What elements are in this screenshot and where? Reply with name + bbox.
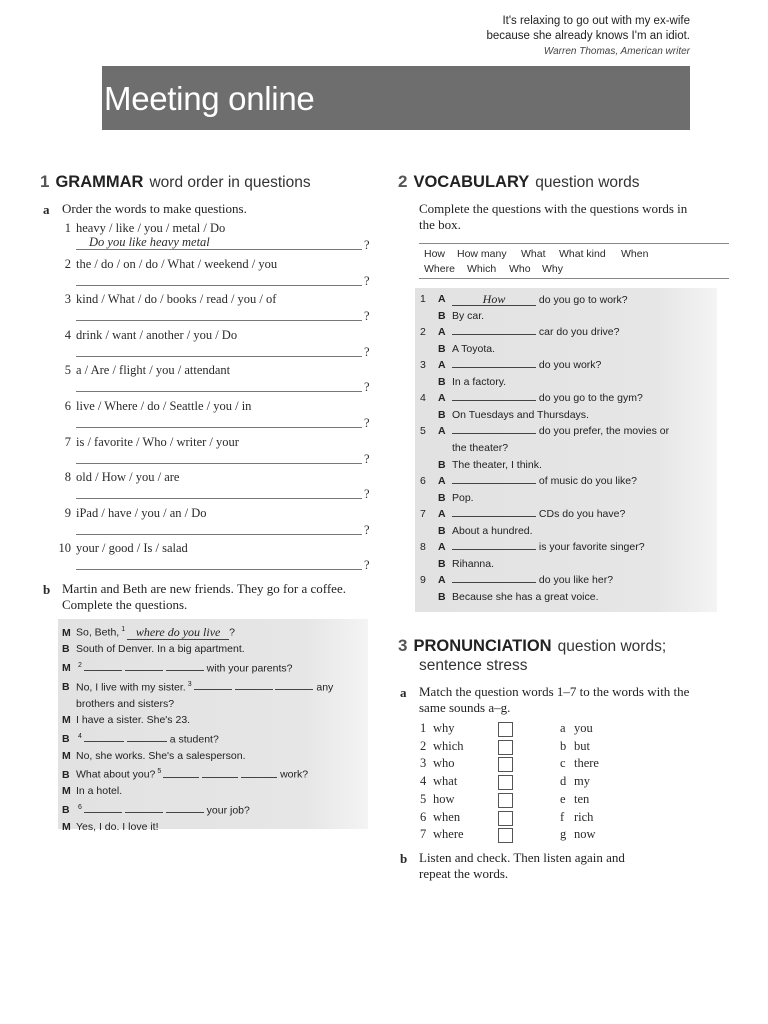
match-word: but: [574, 738, 590, 753]
item-number: 6: [420, 809, 427, 824]
section-subtitle: question words;: [557, 638, 667, 655]
match-row: [420, 792, 620, 809]
box-word: What kind: [559, 248, 606, 260]
vocab-line: [420, 326, 710, 340]
title-banner: [102, 66, 690, 130]
question-text: do you go to work?: [538, 294, 628, 306]
speaker: M: [62, 749, 71, 762]
exercise-1a-instruction: Order the words to make questions.: [62, 201, 247, 216]
answer-checkbox[interactable]: [498, 811, 513, 826]
question-word: where: [433, 827, 464, 842]
answer-blank[interactable]: [452, 367, 536, 368]
answer-checkbox[interactable]: [498, 722, 513, 737]
answer-line[interactable]: [76, 427, 362, 428]
section-title: VOCABULARY: [413, 173, 530, 191]
vocab-line: [420, 525, 710, 539]
exercise-2-instruction: [419, 201, 687, 233]
item-number: 3: [420, 756, 427, 771]
response-text: The theater, I think.: [452, 458, 542, 471]
section-3-subtitle-line-2: sentence stress: [419, 657, 528, 674]
answer-checkbox[interactable]: [498, 775, 513, 790]
box-word: Which: [467, 263, 497, 275]
response-text: By car.: [452, 309, 485, 322]
instruction-line-1: Martin and Beth are new friends. They go for a coffee.: [62, 581, 346, 596]
gap-number: 5: [157, 768, 162, 775]
item-number: 4: [64, 327, 71, 342]
box-word: How many: [457, 248, 507, 260]
section-subtitle: question words: [535, 174, 640, 191]
match-word: my: [574, 774, 590, 789]
answer-line[interactable]: [76, 463, 362, 464]
answer-blank[interactable]: [202, 767, 238, 778]
instruction-line-2: the box.: [419, 217, 461, 232]
speaker: A: [438, 425, 446, 438]
item-number: 5: [64, 363, 71, 378]
answer-checkbox[interactable]: [498, 757, 513, 772]
box-word: Where: [424, 263, 455, 275]
question-text: do you like her?: [538, 574, 614, 587]
speaker: B: [438, 408, 446, 421]
item-number: 3: [64, 292, 71, 307]
box-word: When: [621, 248, 649, 260]
vocab-line: [420, 459, 710, 473]
speaker: B: [438, 458, 446, 471]
section-number: 2: [398, 172, 408, 191]
question-item: [56, 257, 376, 293]
speaker: B: [438, 342, 446, 355]
question-item: [56, 363, 376, 399]
match-row: [420, 774, 620, 791]
vocab-line: [420, 392, 710, 406]
question-text: car do you drive?: [538, 326, 620, 339]
section-number: 3: [398, 636, 408, 655]
question-word: when: [433, 809, 461, 824]
item-number: 2: [420, 738, 427, 753]
answer-line[interactable]: [76, 498, 362, 499]
section-3-heading: [398, 636, 666, 656]
match-row: [420, 739, 620, 756]
epigraph-quote: [486, 14, 690, 57]
page-title: Meeting online: [104, 80, 315, 117]
dialogue-text: any: [316, 681, 334, 693]
box-word: Who: [509, 263, 531, 275]
section-title: GRAMMAR: [55, 173, 144, 191]
vocab-line: [420, 409, 710, 423]
speaker: B: [62, 643, 70, 655]
question-item: [56, 292, 376, 328]
section-1-heading: [40, 172, 311, 192]
dialogue-text: brothers and sisters?: [76, 697, 175, 710]
section-subtitle: word order in questions: [149, 174, 311, 191]
speaker: A: [438, 508, 446, 521]
question-mark: ?: [364, 522, 370, 537]
question-item: [56, 470, 376, 506]
jumbled-words: old / How / you / are: [76, 470, 180, 485]
answer-checkbox[interactable]: [498, 828, 513, 843]
answer-line[interactable]: [76, 391, 362, 392]
answer-checkbox[interactable]: [498, 740, 513, 755]
match-row: [420, 810, 620, 827]
speaker: A: [438, 326, 446, 339]
dialogue-text: your job?: [206, 804, 250, 816]
option-letter: a: [560, 721, 566, 735]
answer-blank[interactable]: [194, 679, 232, 690]
question-item: [56, 328, 376, 364]
question-mark: ?: [364, 487, 370, 502]
exercise-letter-3b: b: [400, 851, 408, 866]
exercise-letter-1a: a: [43, 202, 50, 217]
answer-blank[interactable]: [452, 293, 536, 306]
item-number: 9: [64, 505, 71, 520]
speaker: B: [62, 804, 70, 816]
question-mark: ?: [364, 380, 370, 395]
box-word: What: [521, 248, 546, 260]
item-number: 2: [64, 256, 71, 271]
response-text: the theater?: [452, 441, 509, 454]
vocab-line: [420, 293, 710, 307]
exercise-1b-instruction: [62, 581, 346, 613]
response-text: About a hundred.: [452, 524, 533, 537]
dialogue-text: I have a sister. She's 23.: [76, 714, 191, 726]
answer-blank[interactable]: [275, 679, 313, 690]
response-text: On Tuesdays and Thursdays.: [452, 408, 589, 421]
speaker: M: [62, 820, 71, 833]
question-mark: ?: [364, 273, 370, 288]
item-number: 7: [64, 434, 71, 449]
match-row: [420, 756, 620, 773]
question-item: [56, 221, 376, 257]
speaker: B: [438, 375, 446, 388]
vocab-line: [420, 359, 710, 373]
vocab-line: [420, 425, 710, 439]
question-text: of music do you like?: [538, 475, 637, 488]
item-number: 4: [420, 392, 426, 405]
answer-blank[interactable]: [84, 660, 122, 671]
answer-checkbox[interactable]: [498, 793, 513, 808]
question-mark: ?: [364, 344, 370, 359]
answer-blank[interactable]: [127, 731, 167, 742]
option-letter: d: [560, 774, 567, 789]
item-number: 8: [420, 541, 426, 554]
match-word: rich: [574, 809, 594, 824]
exercise-letter-1b: b: [43, 582, 51, 597]
section-title: PRONUNCIATION: [413, 637, 552, 655]
item-number: 9: [420, 574, 426, 587]
instruction-line-1: Match the question words 1–7 to the words with the: [419, 684, 690, 699]
dialogue-text: South of Denver. In a big apartment.: [76, 643, 245, 655]
speaker: B: [62, 733, 70, 745]
option-letter: g: [560, 827, 567, 842]
answer-line[interactable]: [76, 534, 362, 535]
speaker: B: [438, 309, 446, 322]
answer-blank[interactable]: [235, 679, 273, 690]
item-number: 4: [420, 774, 427, 789]
gap-number: 3: [187, 680, 192, 688]
item-number: 10: [58, 541, 71, 556]
vocab-line: [420, 541, 710, 555]
question-item: [56, 506, 376, 542]
item-number: 7: [420, 508, 426, 521]
item-number: 6: [420, 475, 426, 488]
dialogue-text: No, she works. She's a salesperson.: [76, 749, 246, 762]
answer-blank[interactable]: [452, 582, 536, 583]
speaker: A: [438, 293, 446, 305]
gap-number: 1: [121, 626, 126, 633]
jumbled-words: kind / What / do / books / read / you / of: [76, 292, 277, 307]
instruction-line-2: repeat the words.: [419, 866, 509, 881]
question-word: why: [433, 721, 455, 735]
instruction-line-1: Listen and check. Then listen again and: [419, 850, 625, 865]
vocab-line: [420, 376, 710, 390]
speaker: M: [62, 785, 71, 797]
answer-blank[interactable]: [125, 660, 163, 671]
answer-text: Do you like heavy metal: [89, 235, 210, 249]
speaker: B: [62, 768, 70, 781]
response-text: Pop.: [452, 491, 474, 504]
item-number: 2: [420, 326, 426, 339]
answer-line[interactable]: [76, 356, 362, 357]
question-text: do you work?: [538, 359, 602, 372]
answer-blank[interactable]: [452, 516, 536, 517]
option-letter: b: [560, 738, 567, 753]
answer-blank[interactable]: [452, 433, 536, 434]
match-word: ten: [574, 791, 590, 806]
question-word: how: [433, 791, 455, 806]
speaker: B: [438, 557, 446, 570]
jumbled-words: the / do / on / do / What / weekend / you: [76, 256, 278, 271]
response-text: Rihanna.: [452, 557, 495, 570]
question-mark: ?: [364, 238, 370, 252]
exercise-3b-instruction: [419, 850, 625, 882]
answer-line[interactable]: [76, 285, 362, 286]
example-answer: How: [482, 292, 506, 306]
speaker: M: [62, 626, 71, 639]
speaker: A: [438, 392, 446, 405]
answer-blank[interactable]: [452, 483, 536, 484]
dialogue: [62, 622, 333, 835]
answer-line[interactable]: [76, 569, 362, 570]
exercise-3a-instruction: [419, 684, 689, 716]
question-item: [56, 435, 376, 471]
box-word: Why: [542, 263, 563, 275]
answer-blank[interactable]: [166, 802, 204, 813]
question-mark: ?: [364, 451, 370, 466]
vocab-line: [420, 508, 710, 522]
match-word: there: [574, 756, 599, 771]
speaker: B: [438, 590, 446, 603]
speaker: A: [438, 541, 446, 554]
question-word: what: [433, 774, 458, 789]
answer-line[interactable]: [76, 320, 362, 321]
speaker: B: [438, 491, 446, 504]
quote-line-1: It's relaxing to go out with my ex-wife: [502, 15, 690, 27]
vocab-line: [420, 558, 710, 572]
item-number: 1: [420, 293, 426, 305]
response-text: A Toyota.: [452, 342, 496, 355]
item-number: 3: [420, 359, 426, 372]
vocab-line: [420, 310, 710, 324]
dialogue-text: So, Beth,: [76, 626, 120, 639]
question-mark: ?: [364, 309, 370, 324]
instruction-line-2: same sounds a–g.: [419, 700, 511, 715]
dialogue-text: In a hotel.: [76, 785, 123, 797]
question-text: is your favorite singer?: [538, 541, 645, 554]
answer-blank[interactable]: [452, 334, 536, 335]
dialogue-text: work?: [280, 768, 309, 781]
option-letter: f: [560, 809, 565, 824]
speaker: B: [62, 681, 70, 693]
item-number: 1: [420, 721, 427, 735]
answer-blank[interactable]: [125, 802, 163, 813]
item-number: 5: [420, 425, 426, 438]
answer-blank[interactable]: [452, 549, 536, 550]
jumbled-words: drink / want / another / you / Do: [76, 327, 238, 342]
answer-blank[interactable]: [84, 731, 124, 742]
dialogue-text: What about you?: [76, 768, 156, 781]
dialogue-text: with your parents?: [206, 662, 293, 674]
speaker: A: [438, 475, 446, 488]
vocab-line: [420, 475, 710, 489]
answer-blank[interactable]: [163, 767, 199, 778]
vocab-line: [420, 343, 710, 357]
jumbled-words: live / Where / do / Seattle / you / in: [76, 399, 252, 413]
question-text: do you prefer, the movies or: [538, 425, 670, 438]
option-letter: c: [560, 756, 566, 771]
speaker: A: [438, 574, 446, 587]
instruction-line-2: Complete the questions.: [62, 597, 188, 612]
question-item: [56, 541, 376, 577]
item-number: 7: [420, 827, 427, 842]
item-number: 5: [420, 791, 427, 806]
answer-blank[interactable]: [84, 802, 122, 813]
section-number: 1: [40, 172, 50, 191]
dialogue-text: a student?: [169, 733, 219, 745]
vocab-line: [420, 492, 710, 506]
answer-blank[interactable]: [452, 400, 536, 401]
quote-line-2: because she already knows I'm an idiot.: [486, 30, 690, 42]
answer-blank[interactable]: [241, 767, 277, 778]
question-word: who: [433, 756, 455, 771]
dialogue-text: Yes, I do. I love it!: [76, 820, 159, 833]
exercise-letter-3a: a: [400, 685, 407, 700]
gap-number: 4: [78, 732, 82, 740]
item-number: 8: [64, 470, 71, 485]
match-word: you: [574, 721, 593, 735]
answer-blank[interactable]: [166, 660, 204, 671]
jumbled-words: your / good / Is / salad: [76, 541, 188, 556]
jumbled-words: heavy / like / you / metal / Do: [76, 221, 226, 235]
box-word: How: [424, 248, 446, 260]
question-mark: ?: [364, 416, 370, 430]
question-item: [56, 399, 376, 435]
speaker: M: [62, 662, 71, 674]
question-word: which: [433, 738, 464, 753]
match-word: now: [574, 827, 596, 842]
jumbled-words: iPad / have / you / an / Do: [76, 505, 207, 520]
match-row: [420, 827, 620, 844]
section-2-heading: [398, 172, 640, 192]
word-box: [419, 243, 729, 279]
question-text: CDs do you have?: [538, 508, 626, 521]
dialogue-text: ?: [229, 626, 235, 639]
vocab-line: [420, 442, 710, 456]
gap-number: 6: [78, 803, 82, 811]
vocab-line: [420, 591, 710, 605]
speaker: M: [62, 714, 71, 726]
response-text: Because she has a great voice.: [452, 590, 599, 603]
answer-blank[interactable]: [127, 626, 229, 640]
speaker: B: [438, 524, 446, 537]
speaker: A: [438, 359, 446, 372]
jumbled-words: a / Are / flight / you / attendant: [76, 363, 231, 378]
item-number: 1: [64, 221, 71, 235]
instruction-line-1: Complete the questions with the questions words in: [419, 201, 688, 216]
dialogue-text: No, I live with my sister.: [76, 681, 186, 693]
vocab-line: [420, 574, 710, 588]
item-number: 6: [64, 399, 71, 413]
response-text: In a factory.: [452, 375, 507, 388]
quote-author: Warren Thomas, American writer: [543, 46, 690, 57]
example-answer: where do you live: [135, 624, 221, 639]
jumbled-words: is / favorite / Who / writer / your: [76, 434, 239, 449]
option-letter: e: [560, 791, 566, 806]
question-text: do you go to the gym?: [538, 392, 643, 405]
gap-number: 2: [78, 661, 82, 669]
match-row: [420, 721, 620, 738]
question-mark: ?: [364, 558, 370, 573]
